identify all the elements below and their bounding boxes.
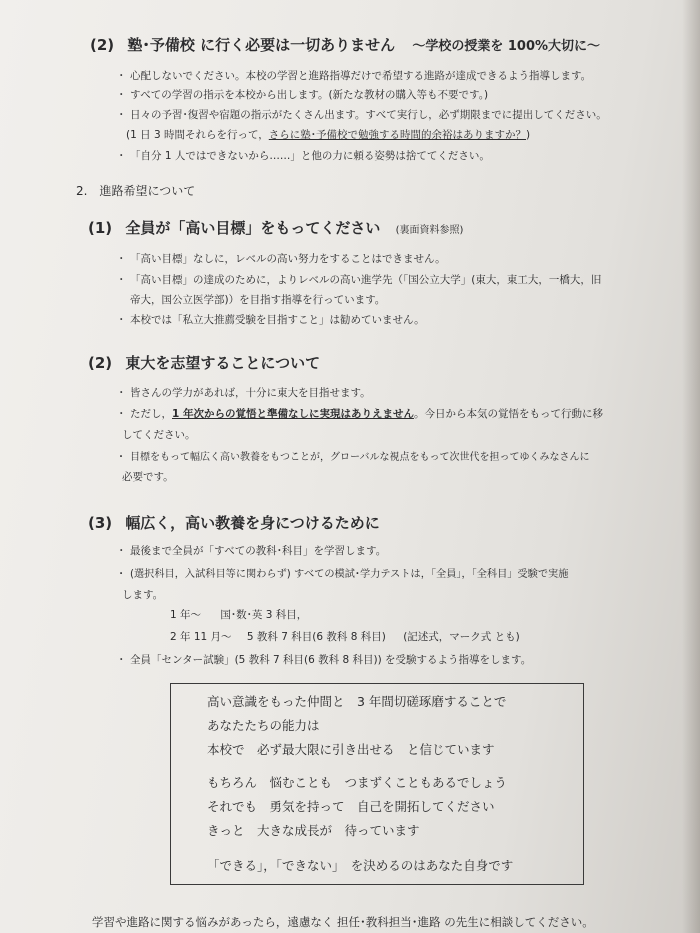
list-item-continuation: します。: [122, 589, 164, 601]
list-item: ・ 全員「センター試験」(5 教科 7 科目(6 教科 8 科目)) を受験するよう指導をします。: [116, 654, 532, 666]
s2-sub3-heading: (3) 幅広く，高い教養を身につけるために: [88, 514, 380, 532]
list-item: ・ (選択科目，入試科目等に関わらず) すべての模試･学力テストは，「全員」，「全科目」受験で実施: [116, 565, 568, 580]
footer-note: 学習や進路に関する悩みがあったら，遠慮なく 担任･教科担当･進路 の先生に相談してください。: [92, 915, 594, 929]
message-line: 「できる」，「できない」 を決めるのはあなた自身です: [207, 858, 514, 873]
message-line: 本校で 必ず最大限に引き出せる と信じています: [207, 742, 495, 757]
list-item: ・ 心配しないでください。本校の学習と進路指導だけで希望する進路が達成できるよう指導します。: [116, 70, 592, 82]
list-item: ・ 皆さんの学力があれば，十分に東大を目指せます。: [116, 387, 371, 399]
list-item: ・ 最後まで全員が「すべての教科･科目」を学習します。: [116, 545, 387, 557]
message-box: [170, 683, 584, 885]
s2-sub1-heading: (1) 全員が「高い目標」をもってください (裏面資料参照): [88, 219, 464, 237]
list-item: ・ 「高い目標」なしに，レベルの高い努力をすることはできません。: [116, 253, 446, 265]
list-item: ・ 目標をもって幅広く高い教養をもつことが，グローバルな視点をもって次世代を担ってゆくみなさんに: [116, 448, 590, 463]
bullet-mark: ・: [116, 253, 127, 265]
bullet-mark: ・: [116, 274, 127, 286]
s1-paren-note: (1 日 3 時間それらを行って，さらに塾･予備校で勉強する時間的余裕はありますか？): [126, 129, 531, 141]
underlined-text: さらに塾･予備校で勉強する時間的余裕はありますか？: [268, 129, 527, 141]
message-line: きっと 大きな成長が 待っています: [207, 823, 420, 838]
section-title: 2. 進路希望について: [76, 184, 196, 198]
reference-note: (裏面資料参照): [395, 225, 464, 236]
exam-row-2: 2 年 11 月～ 5 教科 7 科目(6 教科 8 科目) (記述式，マーク式 とも): [170, 631, 520, 643]
s1-heading-num: (2): [90, 36, 115, 54]
list-item-continuation: 帝大，国公立医学部)）を目指す指導を行っています。: [130, 294, 386, 306]
s1-heading-title: 塾･予備校 に行く必要は一切ありません: [127, 36, 396, 54]
bullet-mark: ・: [116, 89, 127, 101]
message-line: 高い意識をもった仲間と 3 年間切磋琢磨することで: [207, 694, 507, 709]
message-line: もちろん 悩むことも つまずくこともあるでしょう: [207, 775, 507, 790]
bullet-mark: ・: [116, 70, 127, 82]
list-item-continuation: 必要です。: [122, 471, 174, 483]
s1-heading-sub: ～学校の授業を 100%大切に～: [412, 39, 601, 54]
message-line: それでも 勇気を持って 自己を開拓してください: [207, 799, 495, 814]
message-line: あなたたちの能力は: [207, 718, 320, 733]
list-item: ・ ただし，1 年次からの覚悟と準備なしに実現はありえません。今日から本気の覚悟をもって行動に移: [116, 408, 603, 420]
bullet-mark: ・: [116, 387, 127, 399]
bullet-mark: ・: [116, 452, 126, 463]
bullet-mark: ・: [116, 408, 127, 420]
page-edge-shadow: [682, 0, 700, 933]
bullet-mark: ・: [116, 654, 127, 666]
s2-sub2-heading: (2) 東大を志望することについて: [88, 354, 321, 372]
s1-heading: [90, 34, 600, 55]
bullet-mark: ・: [116, 569, 127, 580]
bullet-mark: ・: [116, 150, 127, 162]
list-item: ・ 「高い目標」の達成のために，よりレベルの高い進学先（「国公立大学」(東大，東工大，一橋大，旧: [116, 274, 602, 286]
list-item: ・ すべての学習の指示を本校から出します。(新たな教材の購入等も不要です。): [116, 89, 489, 101]
exam-row-1: 1 年～ 国･数･英 3 科目，: [170, 609, 308, 621]
list-item: ・ 「自分 1 人ではできないから……」と他の力に頼る姿勢は捨ててください。: [116, 150, 490, 162]
underlined-text: 1 年次からの覚悟と準備なしに実現はありえません: [172, 408, 414, 420]
list-item-continuation: してください。: [122, 429, 196, 441]
bullet-mark: ・: [116, 545, 127, 557]
bullet-mark: ・: [116, 109, 127, 121]
list-item: ・ 本校では「私立大推薦受験を目指すこと」は勧めていません。: [116, 314, 425, 326]
bullet-mark: ・: [116, 314, 127, 326]
list-item: ・ 日々の予習･復習や宿題の指示がたくさん出ます。すべて実行し，必ず期限までに提出してください。: [116, 109, 607, 121]
